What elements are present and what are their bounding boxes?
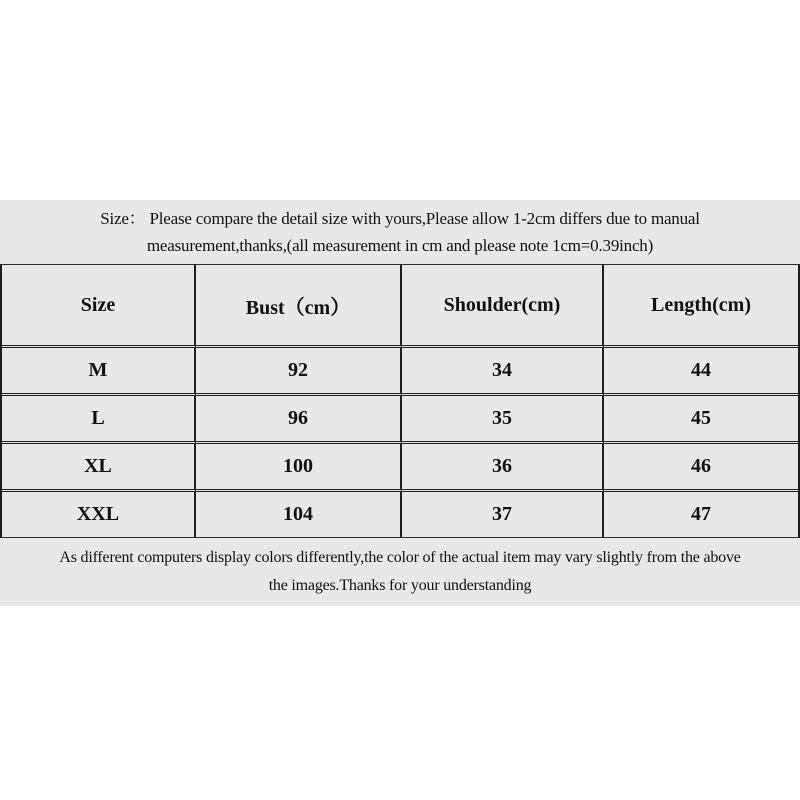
- table-cell-m-size: M: [2, 345, 196, 393]
- table-cell-xl-size: XL: [2, 441, 196, 489]
- header-cell-shoulder: Shoulder(cm): [402, 265, 604, 345]
- table-cell-l-length: 45: [604, 393, 798, 441]
- table-cell-xxl-bust: 104: [196, 489, 402, 537]
- size-table-grid: [2, 265, 798, 537]
- size-note-line-1: Size： Please compare the detail size with yours,Please allow 1-2cm differs due to manual: [100, 209, 700, 228]
- size-note: [0, 200, 800, 264]
- color-disclaimer-line-2: the images.Thanks for your understanding: [268, 577, 532, 594]
- header-cell-bust: Bust（cm）: [196, 265, 402, 345]
- table-cell-xxl-shoulder: 37: [402, 489, 604, 537]
- table-cell-xl-length: 46: [604, 441, 798, 489]
- table-cell-l-bust: 96: [196, 393, 402, 441]
- table-cell-xl-bust: 100: [196, 441, 402, 489]
- table-cell-l-size: L: [2, 393, 196, 441]
- size-note-line-2: measurement,thanks,(all measurement in cm and please note 1cm=0.39inch): [146, 236, 654, 255]
- size-table: [0, 264, 800, 538]
- table-cell-m-length: 44: [604, 345, 798, 393]
- table-cell-m-shoulder: 34: [402, 345, 604, 393]
- color-disclaimer-line-1: As different computers display colors differently,the color of the actual item may vary slightly from the above: [59, 549, 741, 566]
- table-cell-m-bust: 92: [196, 345, 402, 393]
- header-cell-length: Length(cm): [604, 265, 798, 345]
- table-cell-xxl-length: 47: [604, 489, 798, 537]
- header-cell-size: Size: [2, 265, 196, 345]
- color-disclaimer: [0, 538, 800, 606]
- table-cell-xxl-size: XXL: [2, 489, 196, 537]
- table-cell-l-shoulder: 35: [402, 393, 604, 441]
- table-cell-xl-shoulder: 36: [402, 441, 604, 489]
